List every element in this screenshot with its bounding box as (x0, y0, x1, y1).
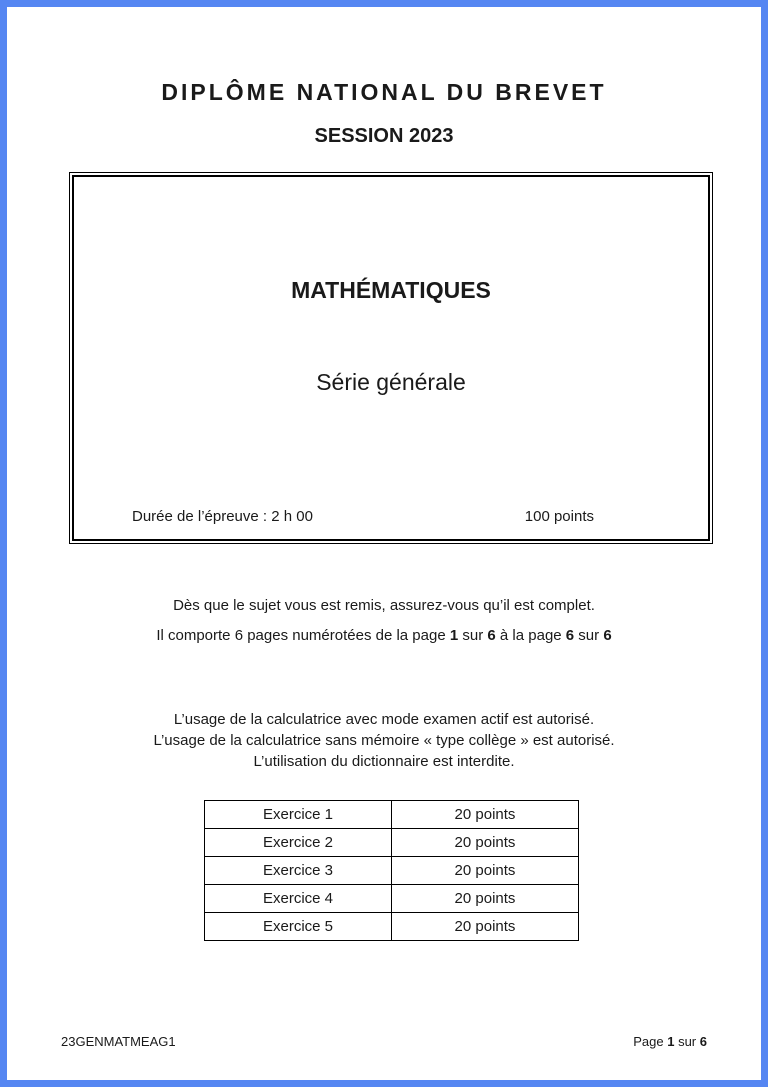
document-reference: 23GENMATMEAG1 (61, 1034, 176, 1049)
series-title: Série générale (316, 369, 466, 395)
page-title: DIPLÔME NATIONAL DU BREVET (161, 79, 607, 105)
exercises-points-table (204, 800, 579, 941)
exercise-label: Exercice 2 (205, 829, 392, 857)
session-subtitle: SESSION 2023 (314, 125, 454, 147)
calculator-rule-2: L’usage de la calculatrice sans mémoire « type collège » est autorisé. (153, 732, 615, 749)
exercise-label: Exercice 5 (205, 913, 392, 941)
page-number-text-1: Page (633, 1034, 668, 1049)
page-count-text-1: Il comporte 6 pages numérotées de la page (156, 627, 450, 644)
table-row (205, 801, 579, 829)
notice-completeness: Dès que le sujet vous est remis, assurez-vous qu’il est complet. (173, 597, 595, 614)
table-row (205, 857, 579, 885)
page-count-text-3: à la page (495, 627, 566, 644)
page-count-bold-2: 6 (487, 627, 496, 644)
notice-page-count (7, 627, 761, 644)
table-row (205, 829, 579, 857)
page-count-bold-3: 6 (565, 627, 575, 644)
exercise-points: 20 points (392, 913, 579, 941)
usage-rules-block (7, 709, 761, 772)
subject-box (69, 172, 713, 544)
exercise-label: Exercice 4 (205, 885, 392, 913)
page-count-text-2: sur (458, 627, 488, 644)
page-count-text-4: sur (574, 627, 604, 644)
page-count-bold-1: 1 (449, 627, 459, 644)
page-count-bold-4: 6 (603, 627, 612, 644)
duration-points-row (74, 508, 708, 525)
calculator-rule-1: L’usage de la calculatrice avec mode examen actif est autorisé. (173, 711, 595, 728)
page-number-bold-1: 1 (667, 1034, 675, 1049)
exercise-label: Exercice 3 (205, 857, 392, 885)
subject-title: MATHÉMATIQUES (291, 277, 491, 303)
page-footer (61, 1034, 707, 1049)
exercise-points: 20 points (392, 857, 579, 885)
page-number-indicator (633, 1034, 707, 1049)
dictionary-rule: L’utilisation du dictionnaire est interdite. (253, 753, 515, 770)
exercise-points: 20 points (392, 801, 579, 829)
exercise-points: 20 points (392, 829, 579, 857)
table-row (205, 885, 579, 913)
exercise-label: Exercice 1 (205, 801, 392, 829)
total-points: 100 points (524, 508, 594, 525)
table-row (205, 913, 579, 941)
subject-box-inner-border (72, 175, 710, 541)
exercise-points: 20 points (392, 885, 579, 913)
page-number-text-2: sur (674, 1034, 700, 1049)
exam-duration: Durée de l’épreuve : 2 h 00 (132, 508, 313, 525)
page-number-bold-2: 6 (699, 1034, 707, 1049)
